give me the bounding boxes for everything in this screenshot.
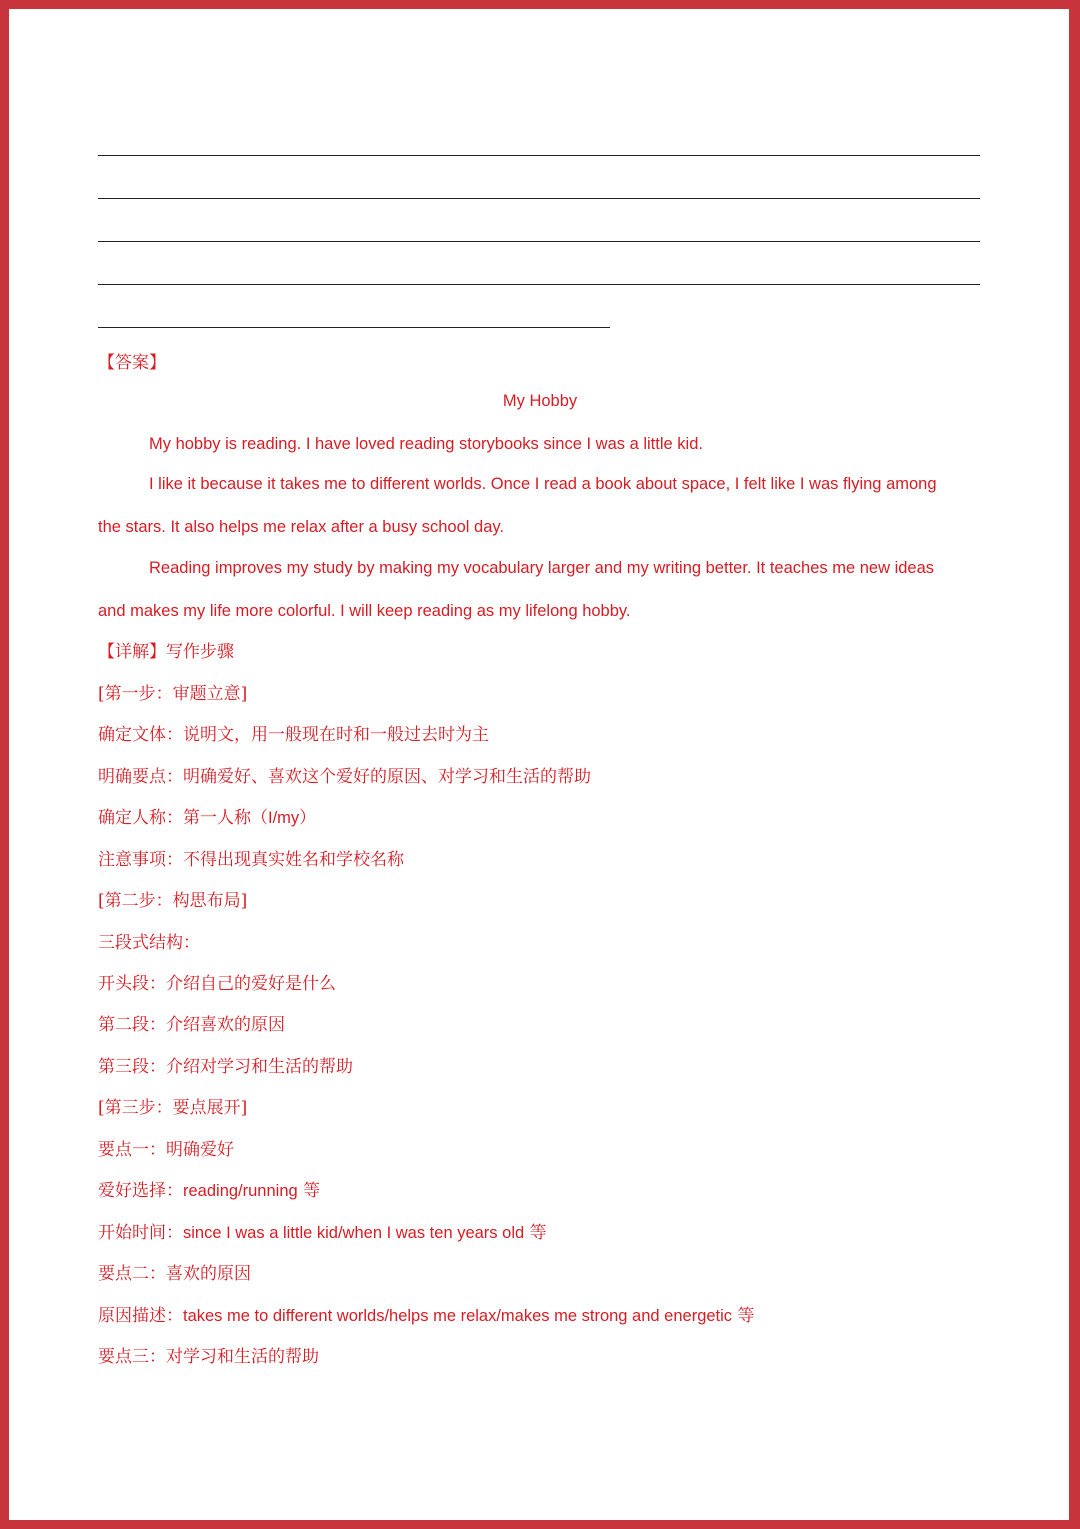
key-point-1: 要点一：明确爱好 <box>98 1140 234 1160</box>
essay-paragraph-3-line-2: and makes my life more colorful. I will keep reading as my lifelong hobby. <box>98 602 631 620</box>
notice-line <box>98 848 404 872</box>
structure-line: 三段式结构： <box>98 933 200 953</box>
essay-paragraph-2-line-2: the stars. It also helps me relax after a busy school day. <box>98 518 504 536</box>
reason-etc: 等 <box>732 1306 755 1326</box>
notice-text: 不得出现真实姓名和学校名称 <box>183 850 404 870</box>
start-time-etc: 等 <box>524 1223 547 1243</box>
key-points-text: 明确爱好、喜欢这个爱好的原因、对学习和生活的帮助 <box>183 767 591 787</box>
essay-paragraph-3-line-1: Reading improves my study by making my vocabulary larger and my writing better. It teaches me new ideas <box>149 559 935 577</box>
person-label: 确定人称： <box>98 808 183 828</box>
explanation-header <box>98 640 234 664</box>
key-points-label: 明确要点： <box>98 767 183 787</box>
essay-title: My Hobby <box>502 392 578 410</box>
explanation-header-text: 写作步骤 <box>166 642 234 662</box>
paragraph-2-plan: 第二段：介绍喜欢的原因 <box>98 1015 285 1035</box>
document-page <box>9 9 1069 1520</box>
explanation-label: 【详解】 <box>98 642 166 662</box>
person-line <box>98 806 316 830</box>
key-point-2: 要点二：喜欢的原因 <box>98 1264 251 1284</box>
genre-label: 确定文体： <box>98 725 183 745</box>
hobby-english: reading/running <box>183 1182 298 1200</box>
start-time-label: 开始时间： <box>98 1223 183 1243</box>
reason-english: takes me to different worlds/helps me relax/makes me strong and energetic <box>183 1307 733 1325</box>
hobby-etc: 等 <box>297 1181 321 1201</box>
writing-line <box>98 155 980 156</box>
hobby-label: 爱好选择： <box>98 1181 183 1201</box>
person-close: ） <box>299 808 317 828</box>
writing-line <box>98 241 980 242</box>
genre-line <box>98 723 489 747</box>
answer-label: 【答案】 <box>98 353 166 373</box>
essay-paragraph-2-line-1: I like it because it takes me to different worlds. Once I read a book about space, I felt like I was flying among <box>149 475 937 493</box>
notice-label: 注意事项： <box>98 850 183 870</box>
genre-text: 说明文，用一般现在时和一般过去时为主 <box>183 725 489 745</box>
writing-line <box>98 198 980 199</box>
paragraph-1-plan: 开头段：介绍自己的爱好是什么 <box>98 974 336 994</box>
writing-line <box>98 284 980 285</box>
start-time-english: since I was a little kid/when I was ten years old <box>183 1224 525 1242</box>
key-points-line <box>98 765 591 789</box>
reason-label: 原因描述： <box>98 1306 183 1326</box>
step-1-heading: [第一步：审题立意] <box>98 684 248 704</box>
paragraph-3-plan: 第三段：介绍对学习和生活的帮助 <box>98 1057 353 1077</box>
writing-line <box>98 327 610 328</box>
essay-paragraph-1: My hobby is reading. I have loved reading storybooks since I was a little kid. <box>149 435 703 453</box>
key-point-3: 要点三：对学习和生活的帮助 <box>98 1347 319 1367</box>
step-2-heading: [第二步：构思布局] <box>98 891 248 911</box>
reason-line <box>98 1304 754 1328</box>
person-english: I/my <box>268 809 300 827</box>
hobby-line <box>98 1179 320 1203</box>
person-text: 第一人称（ <box>183 808 268 828</box>
start-time-line <box>98 1221 547 1245</box>
step-3-heading: [第三步：要点展开] <box>98 1098 248 1118</box>
